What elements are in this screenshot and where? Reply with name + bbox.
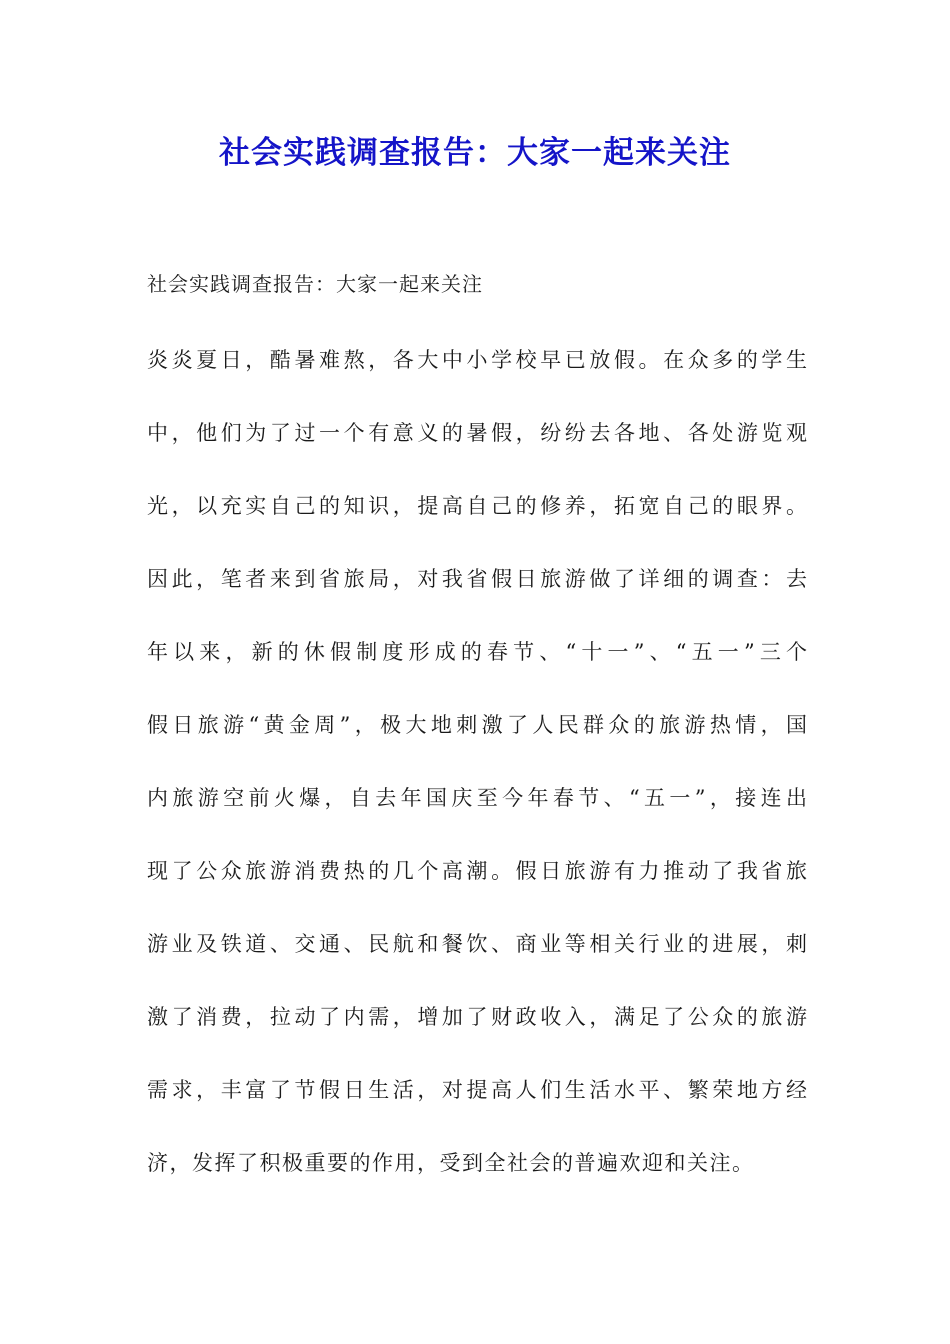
body-line: 因此，笔者来到省旅局，对我省假日旅游做了详细的调查：去	[147, 567, 807, 591]
body-line: 游业及铁道、交通、民航和餐饮、商业等相关行业的进展，刺	[147, 932, 807, 956]
body-line: 炎炎夏日，酷暑难熬，各大中小学校早已放假。在众多的学生	[147, 348, 807, 372]
document-title: 社会实践调查报告：大家一起来关注	[219, 135, 731, 171]
body-line: 内旅游空前火爆，自去年国庆至今年春节、“五一”，接连出	[147, 786, 807, 810]
document-body	[147, 342, 807, 1218]
body-line: 年以来，新的休假制度形成的春节、“十一”、“五一”三个	[147, 640, 807, 664]
body-line: 需求，丰富了节假日生活，对提高人们生活水平、繁荣地方经	[147, 1078, 807, 1102]
body-line: 现了公众旅游消费热的几个高潮。假日旅游有力推动了我省旅	[147, 859, 807, 883]
body-line: 光，以充实自己的知识，提高自己的修养，拓宽自己的眼界。	[147, 494, 807, 518]
body-line: 济，发挥了积极重要的作用，受到全社会的普遍欢迎和关注。	[147, 1151, 755, 1175]
body-line: 中，他们为了过一个有意义的暑假，纷纷去各地、各处游览观	[147, 421, 807, 445]
document-subtitle: 社会实践调查报告：大家一起来关注	[147, 272, 483, 296]
body-line: 假日旅游“黄金周”，极大地刺激了人民群众的旅游热情，国	[147, 713, 807, 737]
body-line: 激了消费，拉动了内需，增加了财政收入，满足了公众的旅游	[147, 1005, 807, 1029]
